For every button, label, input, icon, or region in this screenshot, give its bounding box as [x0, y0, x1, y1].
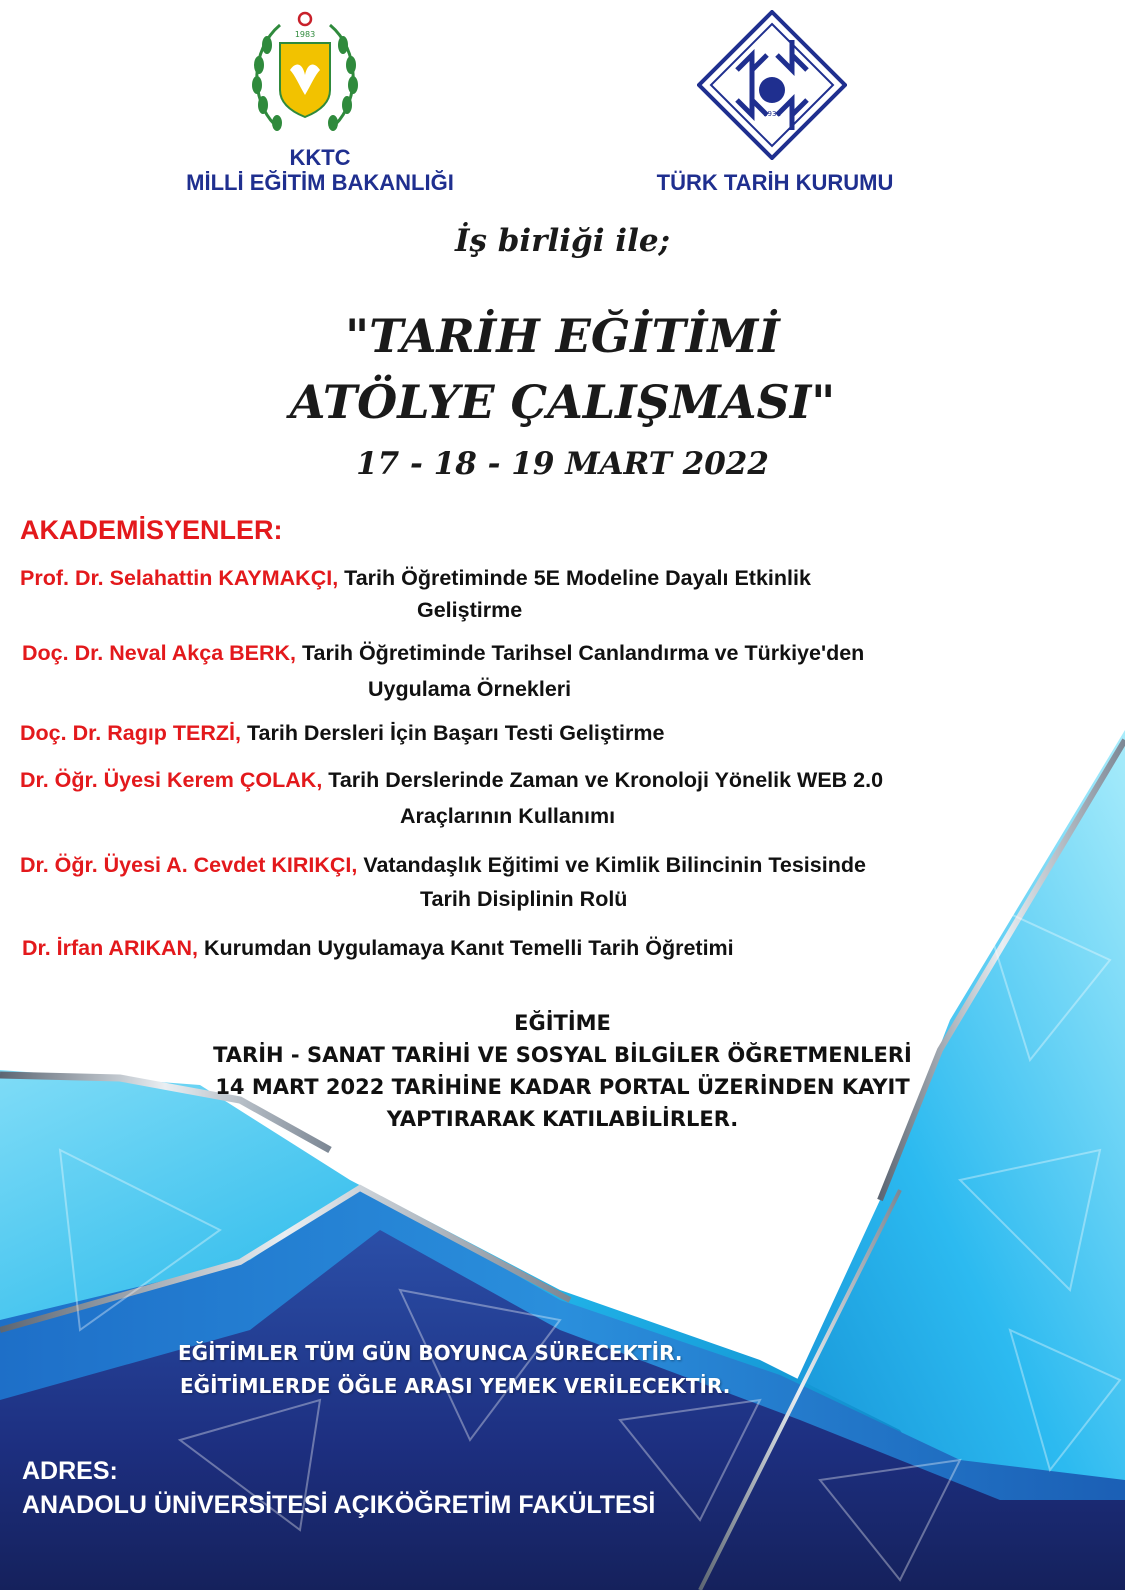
- academic-name: Dr. Öğr. Üyesi A. Cevdet KIRIKÇI,: [20, 853, 358, 877]
- academic-row: [20, 849, 866, 881]
- academics-heading: AKADEMİSYENLER:: [20, 515, 283, 545]
- kktc-emblem-logo: [245, 5, 365, 140]
- note-line: EĞİTİMLERDE ÖĞLE ARASI YEMEK VERİLECEKTİR.: [180, 1374, 731, 1398]
- academic-name: Dr. İrfan ARIKAN,: [22, 936, 198, 960]
- academic-name: Dr. Öğr. Üyesi Kerem ÇOLAK,: [20, 768, 323, 792]
- participation-line: YAPTIRARAK KATILABİLİRLER.: [386, 1107, 739, 1131]
- academic-topic-cont: Uygulama Örnekleri: [368, 677, 572, 701]
- academic-topic: Kurumdan Uygulamaya Kanıt Temelli Tarih Öğretimi: [203, 936, 734, 960]
- academic-topic-cont: Araçlarının Kullanımı: [400, 804, 616, 828]
- left-org-line1: KKTC: [289, 145, 351, 170]
- academic-row: [20, 562, 811, 594]
- event-title: [0, 303, 1125, 435]
- academic-topic: Vatandaşlık Eğitimi ve Kimlik Bilincinin Tesisinde: [363, 853, 866, 877]
- intro-text: İş birliği ile;: [454, 223, 671, 259]
- academic-topic: Tarih Derslerinde Zaman ve Kronoloji Yönelik WEB 2.0: [328, 768, 884, 792]
- academic-name: Prof. Dr. Selahattin KAYMAKÇI,: [20, 566, 339, 590]
- academic-row: [20, 764, 883, 796]
- left-org-name: [140, 145, 500, 195]
- academic-topic: Tarih Dersleri İçin Başarı Testi Geliştirme: [246, 721, 665, 745]
- participation-line: TARİH - SANAT TARİHİ VE SOSYAL BİLGİLER ÖĞRETMENLERİ: [213, 1043, 912, 1067]
- right-org-name: TÜRK TARİH KURUMU: [656, 170, 894, 195]
- notes-block: [178, 1337, 730, 1403]
- event-dates: 17 - 18 - 19 MART 2022: [356, 446, 769, 482]
- academic-topic-cont: Geliştirme: [417, 598, 523, 622]
- ttk-logo-year: 1931: [763, 110, 781, 118]
- note-line: EĞİTİMLER TÜM GÜN BOYUNCA SÜRECEKTİR.: [178, 1341, 683, 1365]
- event-title-line2: ATÖLYE ÇALIŞMASI": [289, 375, 836, 429]
- left-org-line2: MİLLİ EĞİTİM BAKANLIĞI: [186, 170, 454, 195]
- academic-topic: Tarih Öğretiminde 5E Modeline Dayalı Etkinlik: [344, 566, 811, 590]
- academic-row: [20, 717, 664, 749]
- academic-row: [22, 932, 734, 964]
- kktc-logo-year: 1983: [294, 30, 316, 39]
- address-label: ADRES:: [22, 1457, 118, 1485]
- event-title-line1: "TARİH EĞİTİMİ: [345, 309, 780, 363]
- academic-topic: Tarih Öğretiminde Tarihsel Canlandırma ve Türkiye'den: [302, 641, 865, 665]
- academic-name: Doç. Dr. Ragıp TERZİ,: [20, 721, 241, 745]
- participation-line: EĞİTİME: [514, 1011, 611, 1035]
- academic-row: [22, 637, 864, 669]
- participation-line: 14 MART 2022 TARİHİNE KADAR PORTAL ÜZERİNDEN KAYIT: [215, 1075, 910, 1099]
- academic-name: Doç. Dr. Neval Akça BERK,: [22, 641, 297, 665]
- address-value: ANADOLU ÜNİVERSİTESİ AÇIKÖĞRETİM FAKÜLTESİ: [22, 1491, 656, 1519]
- participation-block: [0, 1007, 1125, 1135]
- ttk-logo: [697, 10, 847, 160]
- academic-topic-cont: Tarih Disiplinin Rolü: [420, 887, 628, 911]
